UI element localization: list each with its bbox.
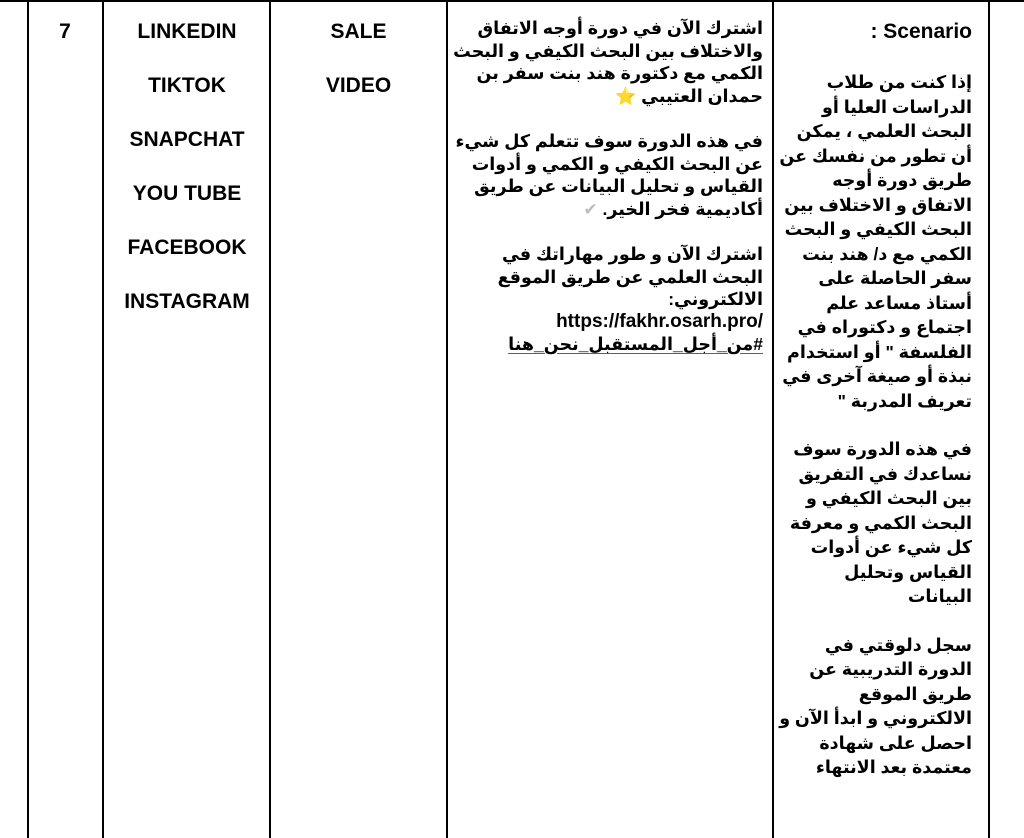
platform-item: INSTAGRAM [124,290,250,313]
platform-item: SNAPCHAT [129,128,245,151]
post-paragraph-text: اشترك الآن و طور مهاراتك في البحث العلمي عن طريق الموقع الالكتروني: [497,244,763,309]
post-paragraph-text: في هذه الدورة سوف تتعلم كل شيء عن البحث الكيفي و الكمي و أدوات القياس و تحليل البيانات عن طريق أكاديمية فخر الخير. [455,131,763,219]
platform-list [104,20,270,344]
scenario-column [779,20,972,780]
content-type-item: VIDEO [325,74,392,97]
post-paragraph [452,130,763,221]
scenario-paragraph: في هذه الدورة سوف نساعدك في التفريق بين البحث الكيفي و البحث الكمي و معرفة كل شيء عن أدوات القياس وتحليل البيانات [789,439,972,606]
content-type-item: SALE [330,20,387,43]
hashtag[interactable]: #من_أجل_المستقبل_نحن_هنا [508,334,763,354]
website-link[interactable]: https://fakhr.osarh.pro/ [556,310,763,332]
scenario-paragraph: سجل دلوقتي في الدورة التدريبية عن طريق الموقع الالكتروني و ابدأ الآن و احصل على شهادة معتمدة بعد الانتهاء [779,634,972,777]
table-border-top [0,0,1024,2]
content-type-list [270,20,447,128]
star-icon: ⭐ [615,86,637,106]
column-divider [772,0,774,838]
column-divider [27,0,29,838]
check-icon: ✔ [583,199,598,219]
row-number: 7 [59,20,71,43]
scenario-title: : Scenario [870,20,972,43]
platform-item: TIKTOK [148,74,226,97]
post-paragraph-text: اشترك الآن في دورة أوجه الاتفاق والاختلاف بين البحث الكيفي و البحث الكمي مع دكتورة هند بنت سفر بن حمدان العتيبي [453,18,763,106]
platform-item: LINKEDIN [137,20,237,43]
post-paragraph [452,17,763,108]
column-divider [988,0,990,838]
scenario-paragraph: إذا كنت من طلاب الدراسات العليا أو البحث العلمي ، يمكن أن تطور من نفسك عن طريق دورة أوجه الاتفاق و الاختلاف بين البحث الكيفي و البحث الكمي مع د/ هند بنت سفر الحاصلة على أستاذ مساعد علم اجتماع و دكتوراه في الفلسفة " أو استخدام نبذة أو صيغة آخرى في تعريف المدربة " [779,72,972,411]
platform-item: FACEBOOK [127,236,247,259]
platform-item: YOU TUBE [132,182,242,205]
post-paragraph [452,243,763,311]
post-content [452,17,763,356]
